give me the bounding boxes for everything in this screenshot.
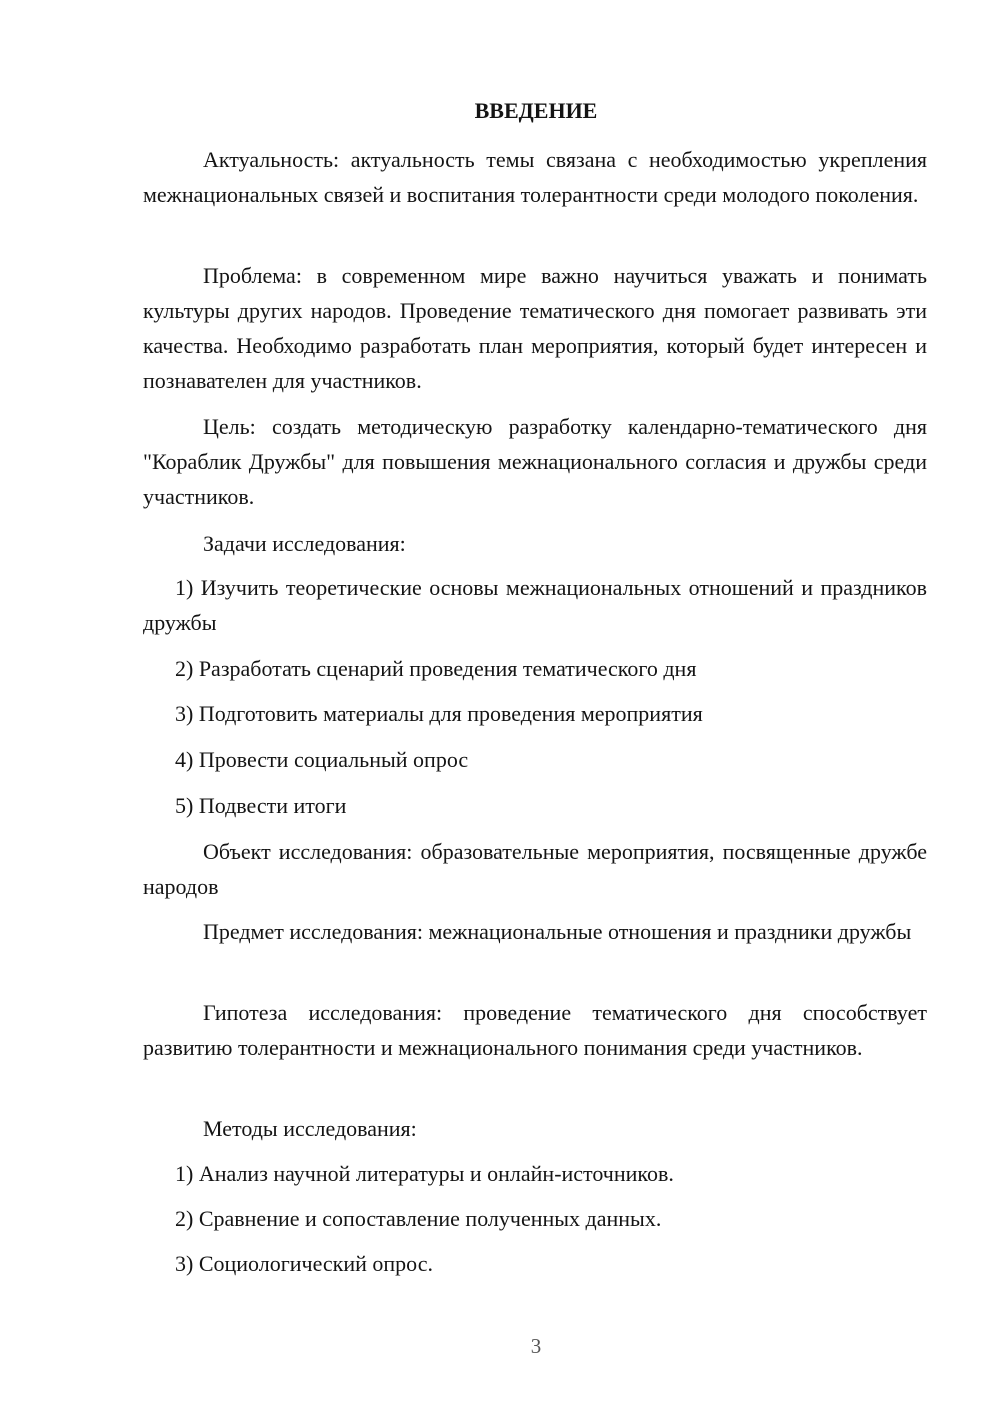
task-item-3: 3) Подготовить материалы для проведения мероприятия	[175, 701, 703, 726]
page-title: ВВЕДЕНИЕ	[474, 98, 598, 123]
page-number: 3	[530, 1334, 542, 1358]
task-item-2: 2) Разработать сценарий проведения тематического дня	[175, 656, 697, 681]
method-item-2: 2) Сравнение и сопоставление полученных данных.	[175, 1206, 662, 1231]
method-item-3: 3) Социологический опрос.	[175, 1251, 433, 1276]
task-item-1: 1) Изучить теоретические основы межнациональных отношений и праздников дружбы	[143, 575, 927, 635]
method-item-1: 1) Анализ научной литературы и онлайн-источников.	[175, 1161, 674, 1186]
subject-paragraph: Предмет исследования: межнациональные отношения и праздники дружбы	[203, 919, 912, 944]
methods-title: Методы исследования:	[203, 1116, 417, 1141]
task-item-5: 5) Подвести итоги	[175, 793, 347, 818]
hypothesis-paragraph: Гипотеза исследования: проведение тематического дня способствует развитию толерантности и межнационального понимания среди участников.	[143, 1000, 927, 1060]
relevance-paragraph: Актуальность: актуальность темы связана с необходимостью укрепления межнациональных связей и воспитания толерантности среди молодого поколения.	[143, 147, 927, 207]
task-item-4: 4) Провести социальный опрос	[175, 747, 469, 772]
problem-paragraph: Проблема: в современном мире важно научиться уважать и понимать культуры других народов. Проведение тематического дня помогает развивать эти качества. Необходимо разработать план мероприятия, который будет интересен и познавателен для участников.	[143, 263, 927, 393]
goal-paragraph: Цель: создать методическую разработку календарно-тематического дня "Кораблик Дружбы" для повышения межнационального согласия и дружбы среди участников.	[143, 414, 927, 509]
tasks-title: Задачи исследования:	[203, 531, 406, 556]
object-paragraph: Объект исследования: образовательные мероприятия, посвященные дружбе народов	[143, 839, 927, 899]
